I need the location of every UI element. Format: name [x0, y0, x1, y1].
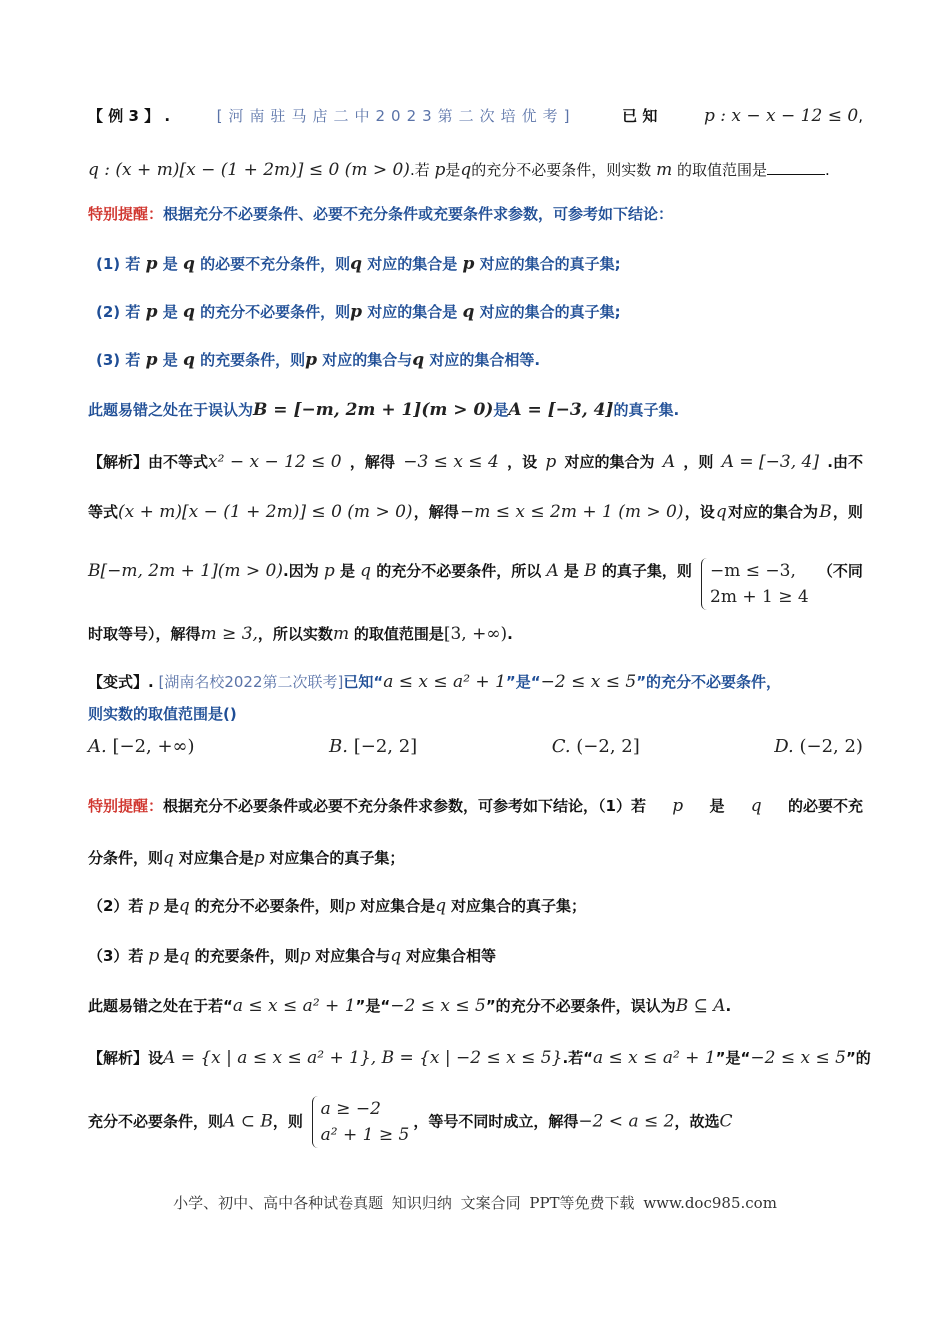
var-p: p [148, 946, 160, 966]
option-b[interactable] [329, 736, 417, 757]
var-b: B [819, 502, 832, 522]
answer-choice: C [719, 1111, 733, 1132]
var-q: q [360, 561, 372, 581]
text: 是 [163, 947, 179, 965]
text: .若 [409, 161, 430, 179]
option-value: [−2, 2] [353, 736, 418, 757]
text: ，解得 [413, 503, 459, 521]
condition-1: a ≤ x ≤ a² + 1 [383, 672, 506, 692]
text: 对应的集合与 [322, 351, 413, 369]
var-p: p [145, 302, 158, 322]
text: 的充要条件，则 [200, 351, 306, 369]
example-3-line-1 [88, 104, 863, 128]
var-q: q [182, 350, 195, 370]
text: 对应集合的真子集； [450, 897, 586, 915]
var-q: q [460, 160, 472, 180]
var-p: p [299, 946, 311, 966]
text: 对应的集合是 [367, 255, 458, 273]
variant-line-2 [88, 702, 863, 726]
text: 的真子集，则 [601, 562, 692, 580]
text: 则实数的取值范围是() [88, 705, 237, 723]
tip-1-error-note [88, 398, 863, 422]
option-a[interactable] [88, 736, 195, 757]
text: ，所以实数 [257, 625, 333, 643]
text: (3) 若 [96, 351, 141, 369]
condition-2: −2 ≤ x ≤ 5 [540, 672, 637, 692]
text: 对应的集合为 [564, 453, 655, 471]
text: ”是“ [715, 1049, 751, 1067]
text: 充分不必要条件，则 [88, 1112, 224, 1131]
var-p: p [462, 254, 475, 274]
tip-label: 特别提醒： [88, 205, 164, 223]
set-b: B[−m, 2m + 1](m > 0) [88, 561, 283, 581]
variant-line-1 [88, 670, 863, 694]
text: . [507, 625, 513, 643]
text: 对应的集合相等. [429, 351, 541, 369]
text: ”是“ [355, 997, 391, 1015]
text: 此题易错之处在于若“ [88, 997, 233, 1015]
text: .因为 [283, 562, 319, 580]
solution-1-line-1 [88, 450, 863, 474]
system-row-1: a ≥ −2 [320, 1099, 381, 1119]
text: ，设 [507, 453, 538, 471]
result: m ≥ 3, [200, 624, 258, 644]
var-p: p [145, 350, 158, 370]
var-q: q [750, 796, 762, 816]
var-q: q [435, 896, 447, 916]
solution-2-line-2 [88, 1096, 863, 1148]
text: 是 [162, 351, 178, 369]
text: 此题易错之处在于误认为 [88, 401, 254, 419]
tip-2-item-2 [88, 894, 863, 918]
example-label: 【 例 3 】 . [88, 107, 171, 125]
solution-label: 【解析】 [88, 1049, 149, 1067]
set-a-expression: A = [−3, 4] [508, 400, 614, 420]
tip-2-line-2 [88, 846, 863, 870]
text: ”的充分不必要条件， [636, 673, 782, 691]
text: 对应的集合的真子集; [479, 303, 621, 321]
subset-expression: B ⊆ A [675, 996, 726, 1016]
variant-label: 【变式】. [88, 673, 154, 691]
var-q: q [350, 254, 363, 274]
text: 是 [493, 401, 509, 419]
system-row-1: −m ≤ −3, [710, 561, 796, 581]
var-p: p [344, 896, 356, 916]
option-letter: A. [88, 736, 107, 757]
text: 对应集合是 [360, 897, 436, 915]
text: .由不 [827, 453, 863, 471]
text: 是 [445, 161, 461, 179]
condition-1: a ≤ x ≤ a² + 1 [232, 996, 356, 1016]
range: −3 ≤ x ≤ 4 [403, 452, 499, 472]
p-expression: p : x − x − 12 ≤ 0 [703, 106, 859, 126]
set-definitions: A = {x | a ≤ x ≤ a² + 1}, B = {x | −2 ≤ x ≤ 5} [163, 1048, 563, 1068]
tip-2-error-note [88, 994, 863, 1018]
text: 对应的集合为 [728, 503, 819, 521]
option-letter: B. [329, 736, 348, 757]
q-expression: q : (x + m)[x − (1 + 2m)] ≤ 0 (m > 0) [88, 160, 410, 180]
system-row-2: 2m + 1 ≥ 4 [710, 587, 809, 607]
text: 由不等式 [148, 453, 209, 471]
var-p: p [434, 160, 446, 180]
text: ，解得 [349, 453, 395, 471]
var-m: m [656, 160, 673, 180]
text: ”是“ [505, 673, 541, 691]
answer-interval: [3, +∞) [443, 624, 508, 644]
text: 的充分不必要条件，则 [200, 303, 351, 321]
text: 已知“ [343, 673, 384, 691]
set-a: A = [−3, 4] [721, 452, 819, 472]
text: 的取值范围是 [677, 161, 768, 179]
var-p: p [323, 561, 335, 581]
text: （2）若 [88, 897, 144, 915]
text: 是 [709, 797, 725, 815]
known-text: 已 知 [622, 107, 658, 125]
var-q: q [412, 350, 425, 370]
condition-2: −2 ≤ x ≤ 5 [750, 1048, 846, 1068]
var-a: A [546, 561, 559, 581]
var-p: p [148, 896, 160, 916]
var-b: B [584, 561, 597, 581]
tip-1-item-1 [96, 252, 871, 276]
var-q: q [390, 946, 402, 966]
comma: , [858, 107, 863, 125]
text: （不同 [817, 562, 863, 580]
var-a: A [662, 452, 676, 472]
var-q: q [163, 848, 174, 868]
var-p: p [305, 350, 318, 370]
solution-1-line-2 [88, 500, 863, 524]
text: 分条件，则 [88, 849, 164, 867]
var-q: q [182, 254, 195, 274]
condition-1: a ≤ x ≤ a² + 1 [593, 1048, 716, 1068]
tip-1-item-2 [96, 300, 871, 324]
tip-text: 根据充分不必要条件、必要不充分条件或充要条件求参数，可参考如下结论： [163, 205, 674, 223]
text: ”的充分不必要条件，误认为 [485, 997, 676, 1015]
text: 对应集合相等 [405, 947, 496, 965]
text: ，则 [832, 503, 863, 521]
text: 的取值范围是 [353, 625, 444, 643]
text: ，设 [684, 503, 715, 521]
option-value: [−2, +∞) [112, 736, 195, 757]
solution-label: 【解析】 [88, 453, 149, 471]
range: −m ≤ x ≤ 2m + 1 (m > 0) [459, 502, 684, 522]
var-p: p [350, 302, 363, 322]
text: 对应集合与 [315, 947, 391, 965]
var-p: p [545, 452, 557, 472]
solution-2-line-1 [88, 1046, 871, 1070]
tip-2-item-3 [88, 944, 863, 968]
var-q: q [462, 302, 475, 322]
inequality: (x + m)[x − (1 + 2m)] ≤ 0 (m > 0) [118, 502, 413, 522]
text: ”的 [845, 1049, 871, 1067]
text: 的必要不充 [787, 797, 863, 815]
var-q: q [182, 302, 195, 322]
variant-source: [湖南名校2022第二次联考] [158, 673, 344, 691]
example-3-line-2 [88, 158, 863, 182]
footer: 小学、初中、高中各种试卷真题 知识归纳 文案合同 PPT等免费下载 www.doc985.com [173, 1194, 777, 1212]
text: 的真子集. [613, 401, 680, 419]
text: 是 [162, 303, 178, 321]
option-c[interactable] [552, 736, 640, 757]
text: 时取等号），解得 [88, 625, 201, 643]
text: ，故选 [674, 1112, 720, 1131]
var-p: p [672, 796, 684, 816]
result: −2 < a ≤ 2 [578, 1111, 675, 1132]
text: (2) 若 [96, 303, 141, 321]
tip-1-item-3 [96, 348, 871, 372]
example-source: [河南驻马店二中2023第二次培优考] [216, 107, 576, 125]
text: 根据充分不必要条件或必要不充分条件求参数，可参考如下结论，（1）若 [163, 797, 646, 815]
subset-expression: A ⊂ B [223, 1111, 273, 1132]
text: 的充分不必要条件，则 [194, 897, 345, 915]
var-q: q [178, 946, 190, 966]
text: 对应的集合的真子集; [479, 255, 621, 273]
inequality-system [312, 1096, 410, 1148]
text: .若“ [562, 1049, 593, 1067]
text: 是 [563, 562, 579, 580]
text: ，则 [272, 1112, 303, 1131]
tip-1-heading [88, 202, 863, 226]
tip-2-line-1 [88, 794, 863, 818]
var-m: m [332, 624, 350, 644]
option-value: (−2, 2) [799, 736, 863, 757]
text: 对应集合是 [178, 849, 254, 867]
text: 是 [163, 897, 179, 915]
text: 对应的集合是 [367, 303, 458, 321]
text: (1) 若 [96, 255, 141, 273]
text: 的充要条件，则 [194, 947, 300, 965]
option-letter: C. [551, 736, 571, 757]
text: 等式 [88, 503, 119, 521]
inequality: x² − x − 12 ≤ 0 [208, 452, 342, 472]
text: . [725, 997, 732, 1015]
text: 设 [148, 1049, 164, 1067]
text: 是 [339, 562, 355, 580]
var-p: p [253, 848, 265, 868]
option-value: (−2, 2] [576, 736, 640, 757]
option-letter: D. [774, 736, 794, 757]
set-b-expression: B = [−m, 2m + 1](m > 0) [253, 400, 494, 420]
option-d[interactable] [774, 736, 863, 757]
text: （3）若 [88, 947, 144, 965]
text: 的充分不必要条件，所以 [376, 562, 542, 580]
solution-1-line-3 [88, 558, 863, 610]
text: 的充分不必要条件，则实数 [471, 161, 652, 179]
text: ，等号不同时成立，解得 [413, 1112, 579, 1131]
inequality-system [701, 558, 809, 610]
condition-2: −2 ≤ x ≤ 5 [390, 996, 486, 1016]
text: 是 [162, 255, 178, 273]
var-q: q [715, 502, 727, 522]
answer-blank [767, 158, 825, 175]
text: ，则 [683, 453, 714, 471]
tip-label: 特别提醒： [88, 797, 164, 815]
solution-1-line-4 [88, 622, 863, 646]
answer-options [88, 736, 863, 757]
text: 对应集合的真子集； [269, 849, 405, 867]
text: . [825, 161, 830, 179]
var-p: p [145, 254, 158, 274]
var-q: q [178, 896, 190, 916]
text: 的必要不充分条件，则 [200, 255, 351, 273]
system-row-2: a² + 1 ≥ 5 [320, 1125, 410, 1145]
